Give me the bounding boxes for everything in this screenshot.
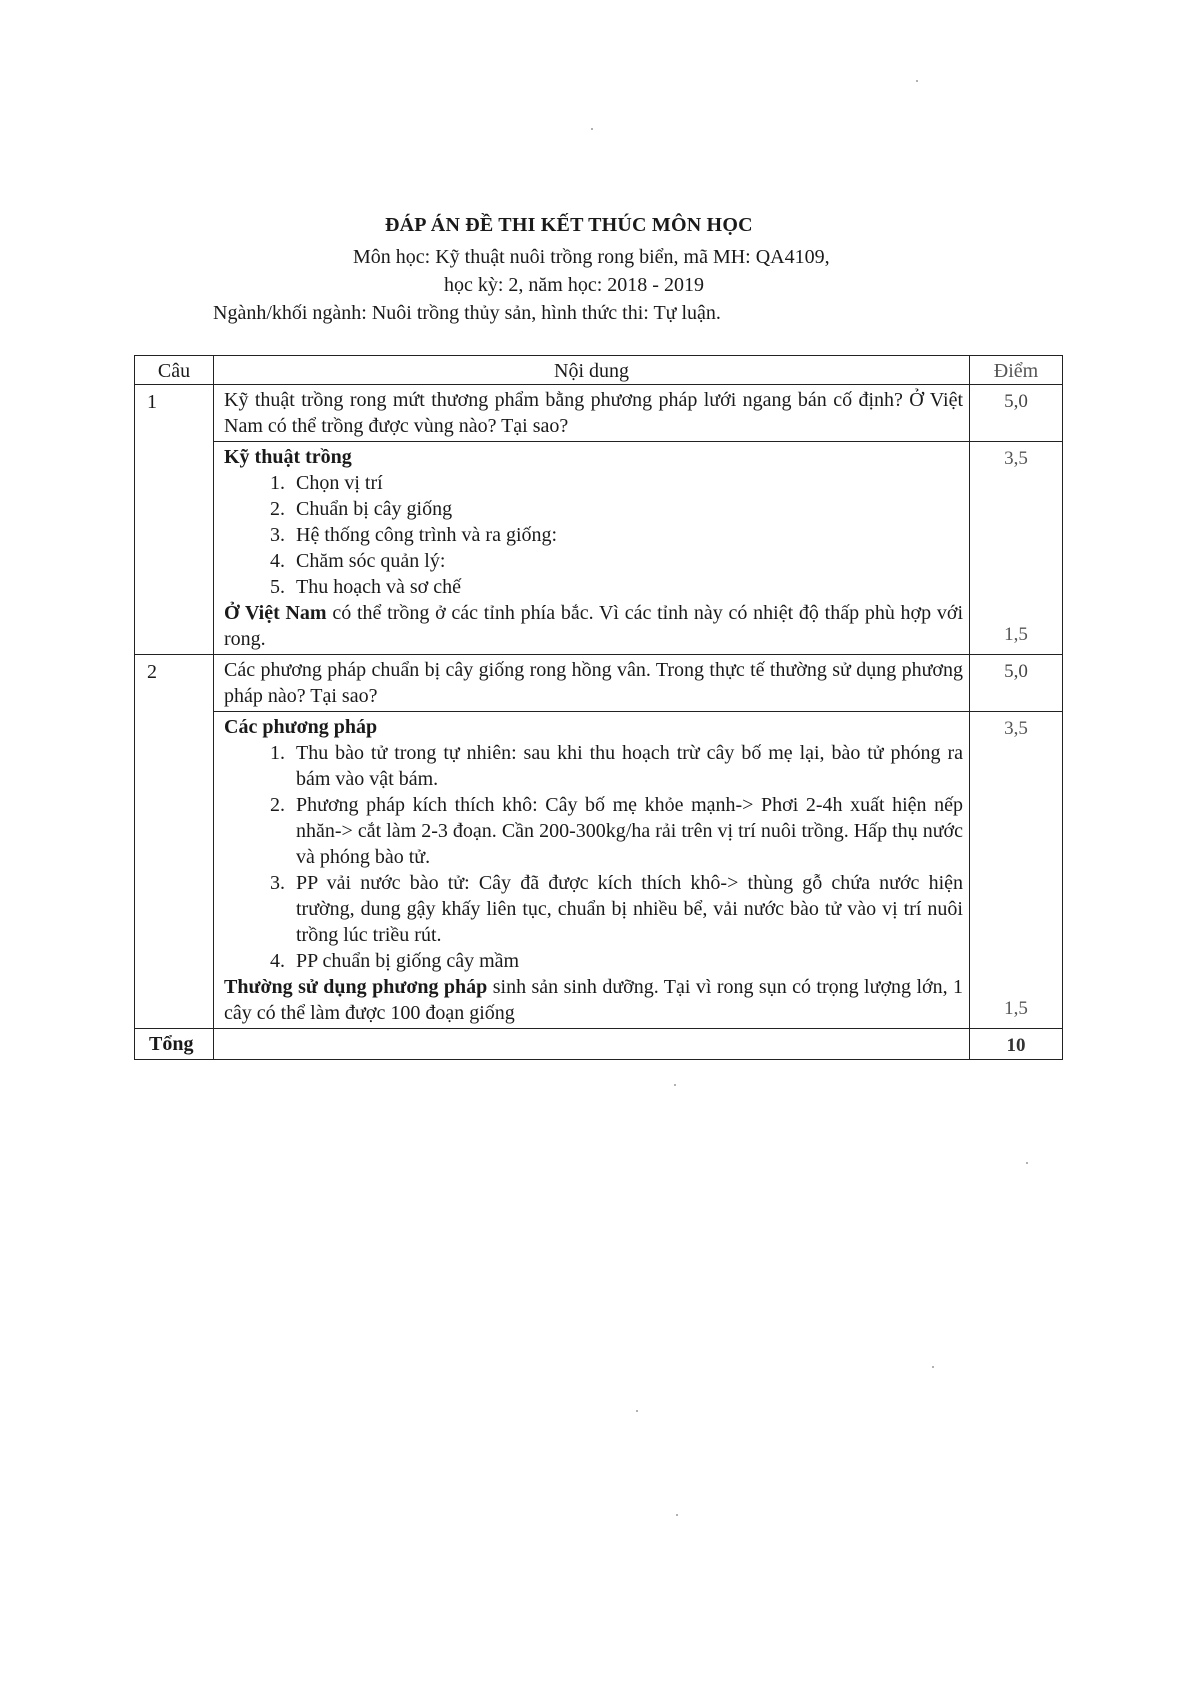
list-item: 3. PP vải nước bào tử: Cây đã được kích thích khô-> thùng gỗ chứa nước hiện trường, dung gậy khấy liên tục, chuẩn bị nhiều bể, vải nước bào tử vào vị trí nuôi trồng lúc triều rút. [290,870,963,948]
answer-points: 1,5 [1004,998,1028,1019]
answer-content [214,712,970,1029]
table-row [135,712,1063,1029]
list-item: 4. Chăm sóc quản lý: [290,548,963,574]
list-item: 5. Thu hoạch và sơ chế [290,574,963,600]
list-item: 1. Thu bào tử trong tự nhiên: sau khi thu hoạch trừ cây bố mẹ lại, bào tử phóng ra bám vào vật bám. [290,740,963,792]
answer-paragraph [224,974,963,1026]
answer-points-cell [970,712,1063,1029]
answer-lead: Thường sử dụng phương pháp [224,976,488,998]
scan-speck [636,1410,638,1412]
scan-speck [676,1514,678,1516]
term-line: học kỳ: 2, năm học: 2018 - 2019 [444,274,704,296]
major-line: Ngành/khối ngành: Nuôi trồng thủy sản, hình thức thi: Tự luận. [213,302,721,324]
document-title: ĐÁP ÁN ĐỀ THI KẾT THÚC MÔN HỌC [385,214,753,236]
section-points: 3,5 [1004,718,1028,739]
answer-points-cell [970,442,1063,655]
scan-speck [1026,1162,1028,1164]
answer-table [134,355,1063,1060]
list-item: 3. Hệ thống công trình và ra giống: [290,522,963,548]
section-points: 3,5 [1004,448,1028,469]
scan-speck [916,80,918,82]
table-row [135,655,1063,712]
table-row [135,442,1063,655]
header-question: Câu [135,356,214,385]
answer-points: 1,5 [1004,624,1028,645]
steps-list [224,470,963,600]
scan-speck [674,1084,676,1086]
header-content: Nội dung [214,356,970,385]
table-row [135,385,1063,442]
header-points: Điểm [970,356,1063,385]
answer-text: sinh sản sinh dưỡng. Tại vì rong sụn có trọng lượng lớn, 1 cây có thể làm được 100 đoạn giống [224,976,963,1024]
total-points: 10 [970,1029,1063,1060]
question-points: 5,0 [970,385,1063,442]
scan-speck [591,128,593,130]
question-number: 1 [135,385,214,655]
question-number: 2 [135,655,214,1029]
total-label: Tổng [135,1029,214,1060]
subject-line: Môn học: Kỹ thuật nuôi trồng rong biển, mã MH: QA4109, [353,246,830,268]
scan-speck [932,1366,934,1368]
total-empty-cell [214,1029,970,1060]
list-item: 1. Chọn vị trí [290,470,963,496]
list-item: 2. Chuẩn bị cây giống [290,496,963,522]
question-text: Các phương pháp chuẩn bị cây giống rong hồng vân. Trong thực tế thường sử dụng phương pháp nào? Tại sao? [214,655,970,712]
answer-text: có thể trồng ở các tỉnh phía bắc. Vì các tỉnh này có nhiệt độ thấp phù hợp với rong. [224,602,964,650]
question-points: 5,0 [970,655,1063,712]
answer-lead: Ở Việt Nam [224,602,327,624]
answer-paragraph [224,600,963,652]
question-text: Kỹ thuật trồng rong mứt thương phẩm bằng phương pháp lưới ngang bán cố định? Ở Việt Nam có thể trồng được vùng nào? Tại sao? [214,385,970,442]
total-row [135,1029,1063,1060]
answer-content [214,442,970,655]
section-title: Các phương pháp [224,716,378,738]
list-item: 4. PP chuẩn bị giống cây mầm [290,948,963,974]
section-title: Kỹ thuật trồng [224,446,352,468]
table-header-row [135,356,1063,385]
steps-list [224,740,963,974]
list-item: 2. Phương pháp kích thích khô: Cây bố mẹ khỏe mạnh-> Phơi 2-4h xuất hiện nếp nhăn-> cắt làm 2-3 đoạn. Cần 200-300kg/ha rải trên vị trí nuôi trồng. Hấp thụ nước và phóng bào tử. [290,792,963,870]
